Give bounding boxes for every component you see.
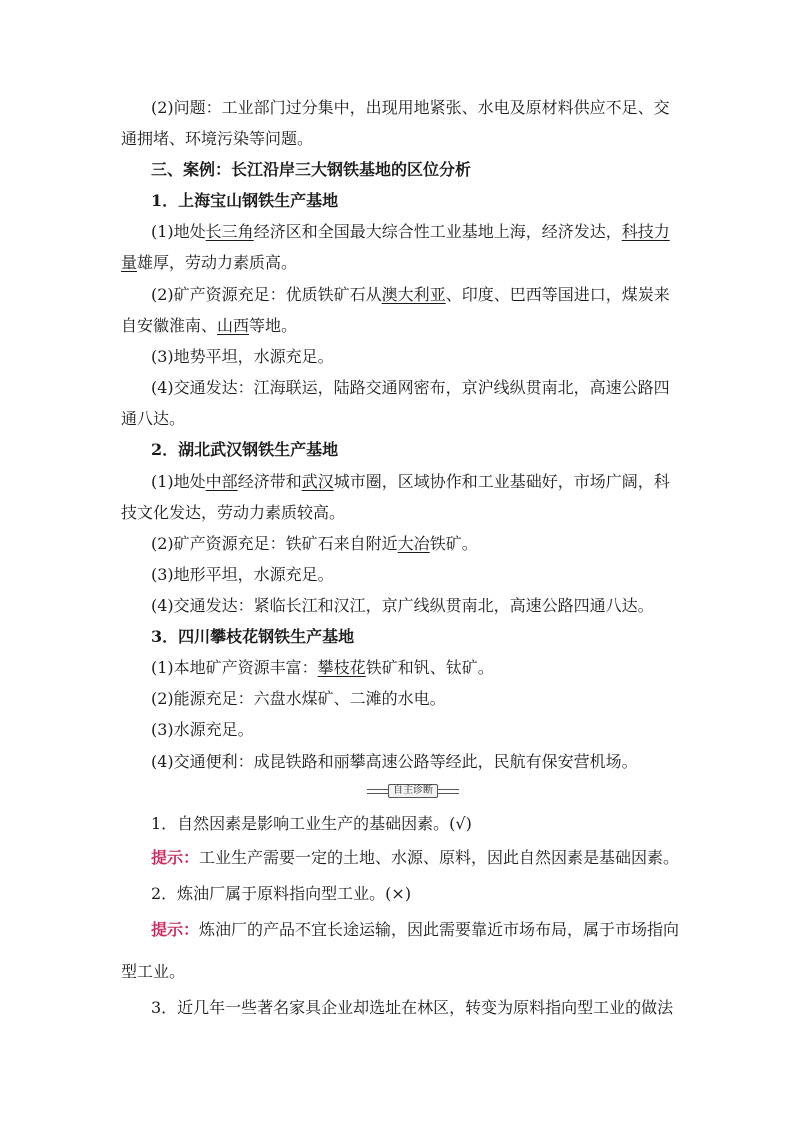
hint-label: 提示：	[151, 848, 200, 867]
section-heading-case: 三、案例：长江沿岸三大钢铁基地的区位分析	[151, 160, 472, 179]
paragraph-wuhan-1: (1)地处中部经济带和武汉城市圈，区域协作和工业基础好，市场广阔，科	[151, 472, 670, 491]
paragraph-shanghai-1: (1)地处长三角经济区和全国最大综合性工业基地上海，经济发达，科技力	[151, 222, 670, 241]
paragraph-wuhan-4: (4)交通发达：紧临长江和汉江，京广线纵贯南北，高速公路四通八达。	[151, 596, 654, 615]
subheading-panzhihua: 3．四川攀枝花钢铁生产基地	[151, 627, 355, 646]
paragraph-panzhihua-2: (2)能源充足：六盘水煤矿、二滩的水电。	[151, 689, 446, 708]
paragraph-shanghai-2-cont: 自安徽淮南、山西等地。	[121, 316, 298, 335]
subheading-wuhan: 2．湖北武汉钢铁生产基地	[151, 440, 339, 459]
question-3: 3．近几年一些著名家具企业却选址在林区，转变为原料指向型工业的做法	[151, 998, 674, 1017]
banner-rule-right	[438, 789, 459, 794]
hint-1: 提示：工业生产需要一定的土地、水源、原料，因此自然因素是基础因素。	[151, 848, 680, 867]
banner-label: 自主诊断	[388, 784, 438, 798]
subheading-shanghai: 1．上海宝山钢铁生产基地	[151, 191, 339, 210]
paragraph-wuhan-3: (3)地形平坦，水源充足。	[151, 565, 334, 584]
paragraph-problem-cont: 通拥堵、环境污染等问题。	[121, 129, 314, 148]
paragraph-panzhihua-1: (1)本地矿产资源丰富：攀枝花铁矿和钒、钛矿。	[151, 658, 494, 677]
paragraph-problem: (2)问题：工业部门过分集中，出现用地紧张、水电及原材料供应不足、交	[151, 98, 670, 117]
paragraph-shanghai-4: (4)交通发达：江海联运，陆路交通网密布，京沪线纵贯南北，高速公路四	[151, 378, 670, 397]
question-1: 1．自然因素是影响工业生产的基础因素。(√)	[151, 814, 472, 833]
paragraph-shanghai-1-cont: 量雄厚，劳动力素质高。	[121, 253, 298, 272]
self-diagnosis-banner	[367, 783, 459, 799]
hint-2-cont: 型工业。	[121, 962, 186, 981]
hint-label: 提示：	[151, 920, 200, 939]
paragraph-shanghai-3: (3)地势平坦，水源充足。	[151, 347, 334, 366]
banner-rule-left	[367, 789, 388, 794]
paragraph-wuhan-1-cont: 技文化发达，劳动力素质较高。	[121, 503, 346, 522]
hint-2: 提示：炼油厂的产品不宜长途运输，因此需要靠近市场布局，属于市场指向	[151, 920, 680, 939]
paragraph-wuhan-2: (2)矿产资源充足：铁矿石来自附近大冶铁矿。	[151, 534, 478, 553]
paragraph-shanghai-4-cont: 通八达。	[121, 409, 186, 428]
paragraph-panzhihua-4: (4)交通便利：成昆铁路和丽攀高速公路等经此，民航有保安营机场。	[151, 752, 638, 771]
paragraph-panzhihua-3: (3)水源充足。	[151, 720, 254, 739]
paragraph-shanghai-2: (2)矿产资源充足：优质铁矿石从澳大利亚、印度、巴西等国进口，煤炭来	[151, 285, 670, 304]
question-2: 2．炼油厂属于原料指向型工业。(×)	[151, 884, 412, 903]
